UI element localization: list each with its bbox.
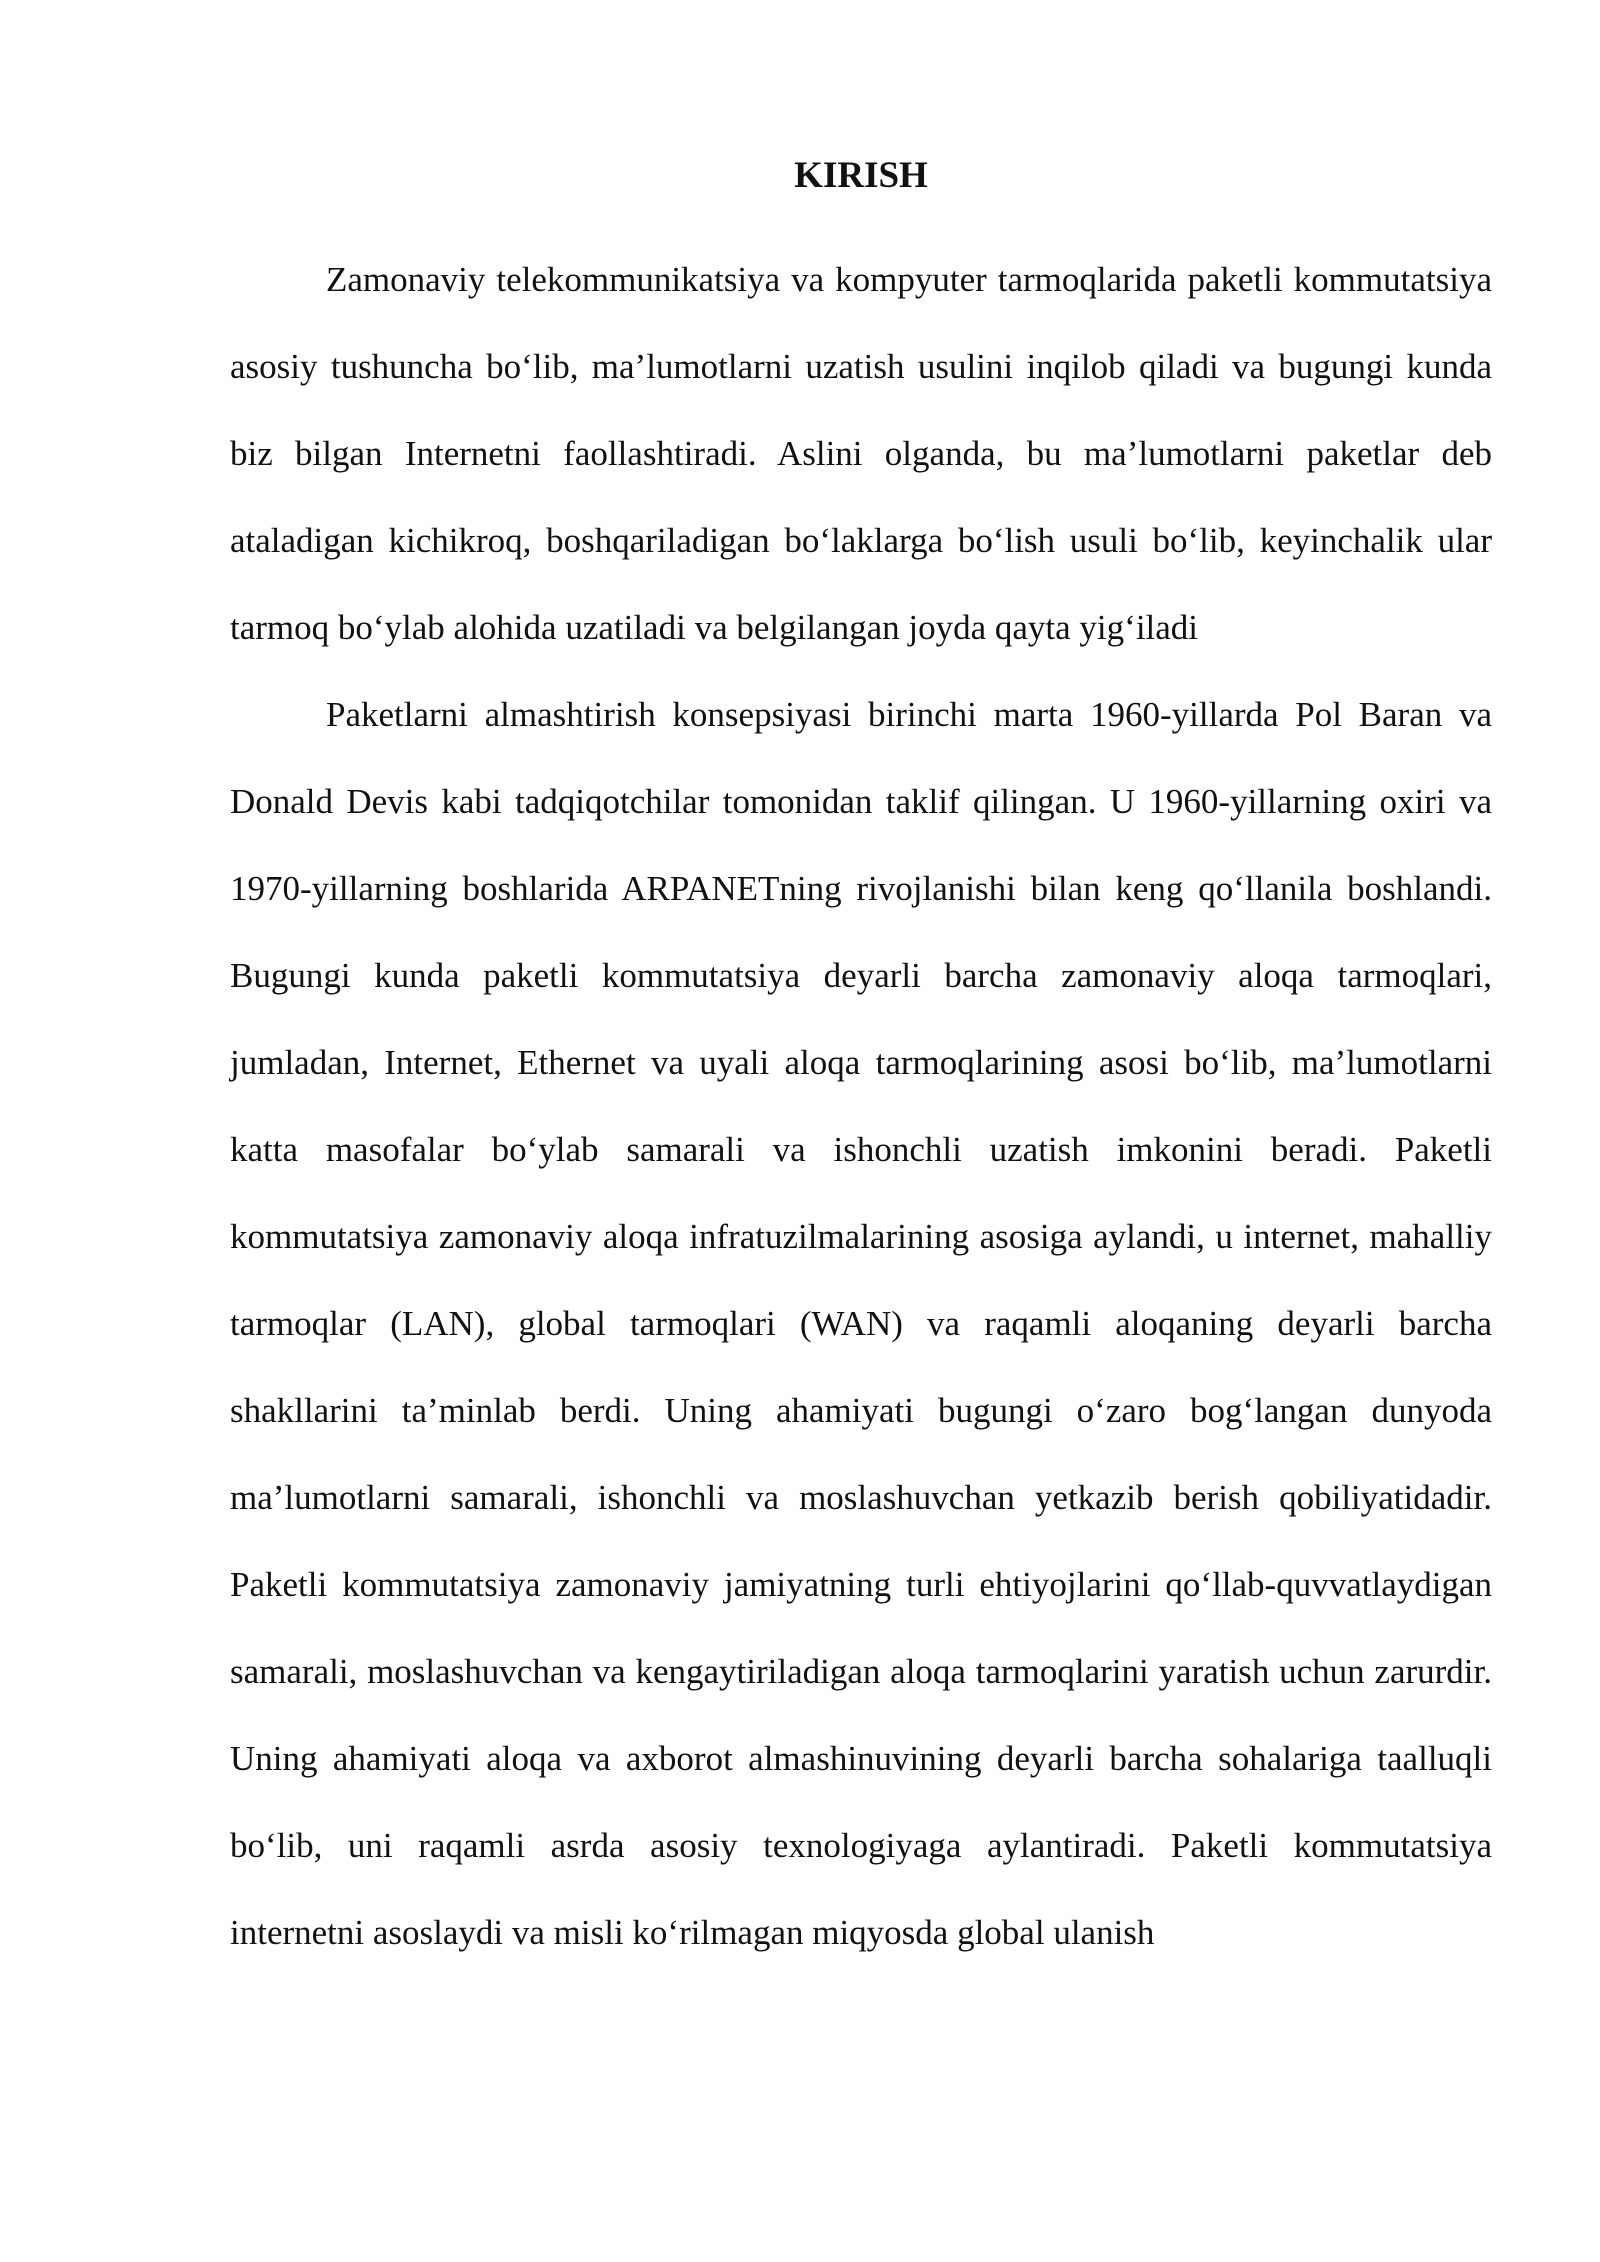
paragraph-2: Paketlarni almashtirish konsepsiyasi birinchi marta 1960-yillarda Pol Baran va Donald Devis kabi tadqiqotchilar tomonidan taklif qilingan. U 1960-yillarning oxiri va 1970-yillarning boshlarida ARPANETning rivojlanishi bilan keng qo‘llanila boshlandi. Bugungi kunda paketli kommutatsiya deyarli barcha zamonaviy aloqa tarmoqlari, jumladan, Internet, Ethernet va uyali aloqa tarmoqlarining asosi bo‘lib, ma’lumotlarni katta masofalar bo‘ylab samarali va ishonchli uzatish imkonini beradi. Paketli kommutatsiya zamonaviy aloqa infratuzilmalarining asosiga aylandi, u internet, mahalliy tarmoqlar (LAN), global tarmoqlari (WAN) va raqamli aloqaning deyarli barcha shakllarini ta’minlab berdi. Uning ahamiyati bugungi o‘zaro bog‘langan dunyoda ma’lumotlarni samarali, ishonchli va moslashuvchan yetkazib berish qobiliyatidadir. Paketli kommutatsiya zamonaviy jamiyatning turli ehtiyojlarini qo‘llab-quvvatlaydigan samarali, moslashuvchan va kengaytiriladigan aloqa tarmoqlarini yaratish uchun zarurdir. Uning ahamiyati aloqa va axborot almashinuvining deyarli barcha sohalariga taalluqli bo‘lib, uni raqamli asrda asosiy texnologiyaga aylantiradi. Paketli kommutatsiya internetni asoslaydi va misli ko‘rilmagan miqyosda global ulanish bbox=[230, 695, 1492, 1952]
section-title: KIRISH bbox=[794, 155, 928, 196]
document-body bbox=[230, 150, 1492, 1976]
paragraph-1: Zamonaviy telekommunikatsiya va kompyuter tarmoqlarida paketli kommutatsiya asosiy tushuncha bo‘lib, ma’lumotlarni uzatish usulini inqilob qiladi va bugungi kunda biz bilgan Internetni faollashtiradi. Aslini olganda, bu ma’lumotlarni paketlar deb ataladigan kichikroq, boshqariladigan bo‘laklarga bo‘lish usuli bo‘lib, keyinchalik ular tarmoq bo‘ylab alohida uzatiladi va belgilangan joyda qayta yig‘iladi bbox=[230, 260, 1492, 647]
